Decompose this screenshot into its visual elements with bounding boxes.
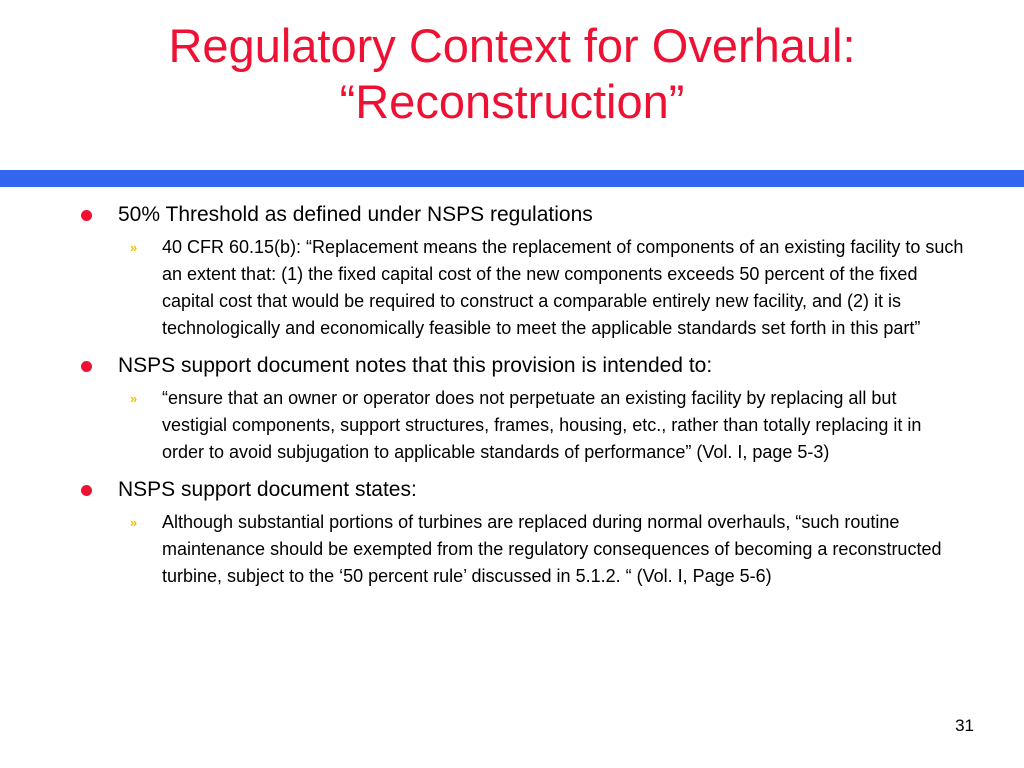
sub-bullet-text: 40 CFR 60.15(b): “Replacement means the replacement of components of an existing facility to such an extent that: (1) the fixed capital cost of the new components exceeds 50 percent of the fixed capital cost that would be required to construct a comparable entirely new facility, and (2) it is technologically and economically feasible to meet the applicable standards set forth in this part” bbox=[162, 237, 964, 338]
sub-bullet-item-3 bbox=[0, 509, 1024, 590]
bullet-dot-icon bbox=[81, 210, 92, 221]
sub-bullet-text: Although substantial portions of turbines are replaced during normal overhauls, “such routine maintenance should be exempted from the regulatory consequences of becoming a reconstructed turbine, subject to the ‘50 percent rule’ discussed in 5.1.2. “ (Vol. I, Page 5-6) bbox=[162, 512, 942, 586]
bullet-dot-icon bbox=[81, 485, 92, 496]
bullet-text: NSPS support document states: bbox=[118, 478, 417, 501]
bullet-text: NSPS support document notes that this provision is intended to: bbox=[118, 354, 713, 377]
chevron-bullet-icon: » bbox=[130, 391, 138, 406]
page-number: 31 bbox=[955, 716, 974, 735]
bullet-item-3 bbox=[0, 476, 1024, 503]
slide-title-line-1: Regulatory Context for Overhaul: bbox=[168, 19, 856, 72]
chevron-bullet-icon: » bbox=[130, 240, 138, 255]
bullet-item-1 bbox=[0, 201, 1024, 228]
slide-body bbox=[0, 201, 1024, 600]
sub-bullet-item-1 bbox=[0, 234, 1024, 342]
slide-title-line-2: “Reconstruction” bbox=[339, 75, 685, 128]
sub-bullet-item-2 bbox=[0, 385, 1024, 466]
slide-title bbox=[0, 18, 1024, 130]
sub-bullet-text: “ensure that an owner or operator does not perpetuate an existing facility by replacing all but vestigial components, support structures, frames, housing, etc., rather than totally replacing it in order to avoid subjugation to applicable standards of performance” (Vol. I, page 5-3) bbox=[162, 388, 922, 462]
title-divider-bar bbox=[0, 170, 1024, 187]
bullet-text: 50% Threshold as defined under NSPS regulations bbox=[118, 203, 593, 226]
bullet-dot-icon bbox=[81, 361, 92, 372]
chevron-bullet-icon: » bbox=[130, 515, 138, 530]
bullet-item-2 bbox=[0, 352, 1024, 379]
